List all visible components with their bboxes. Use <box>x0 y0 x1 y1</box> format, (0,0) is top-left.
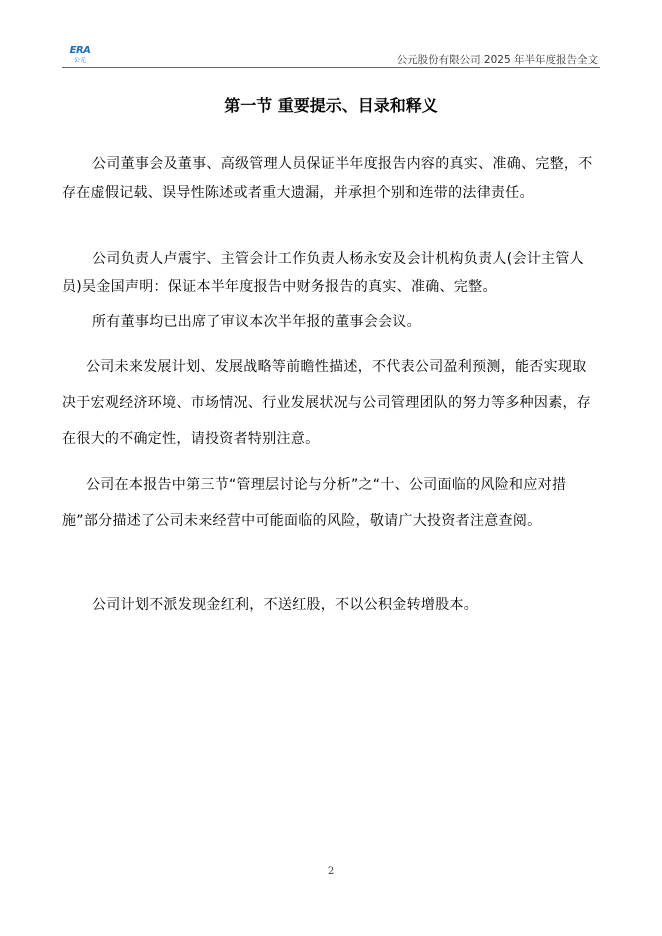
logo-brand-text: ERA <box>69 45 91 56</box>
paragraph-board-guarantee: 公司董事会及董事、高级管理人员保证半年度报告内容的真实、准确、完整，不存在虚假记载、误导性陈述或者重大遗漏，并承担个别和连带的法律责任。 <box>62 156 593 201</box>
header-divider <box>62 67 600 68</box>
section-title: 第一节 重要提示、目录和释义 <box>224 96 438 115</box>
paragraph-directors-attendance: 所有董事均已出席了审议本次半年报的董事会会议。 <box>92 314 421 330</box>
page-header <box>62 44 600 68</box>
paragraph-responsible-persons: 公司负责人卢震宇、主管会计工作负责人杨永安及会计机构负责人(会计主管人员)吴金国声明：保证本半年度报告中财务报告的真实、准确、完整。 <box>62 251 584 295</box>
paragraph-dividend-plan: 公司计划不派发现金红利，不送红股，不以公积金转增股本。 <box>92 597 479 613</box>
company-logo <box>66 44 94 66</box>
logo-subtitle-text: 公元 <box>73 57 86 64</box>
paragraph-risk-reference: 公司在本报告中第三节“管理层讨论与分析”之“十、公司面临的风险和应对措施”部分描述了公司未来经营中可能面临的风险，敬请广大投资者注意查阅。 <box>62 477 567 529</box>
report-header-title: 公元股份有限公司 2025 年半年度报告全文 <box>396 54 598 66</box>
paragraph-forward-looking: 公司未来发展计划、发展战略等前瞻性描述，不代表公司盈利预测，能否实现取决于宏观经济环境、市场情况、行业发展状况与公司管理团队的努力等多种因素，存在很大的不确定性，请投资者特别注意。 <box>62 359 592 447</box>
page-number: 2 <box>327 866 335 877</box>
